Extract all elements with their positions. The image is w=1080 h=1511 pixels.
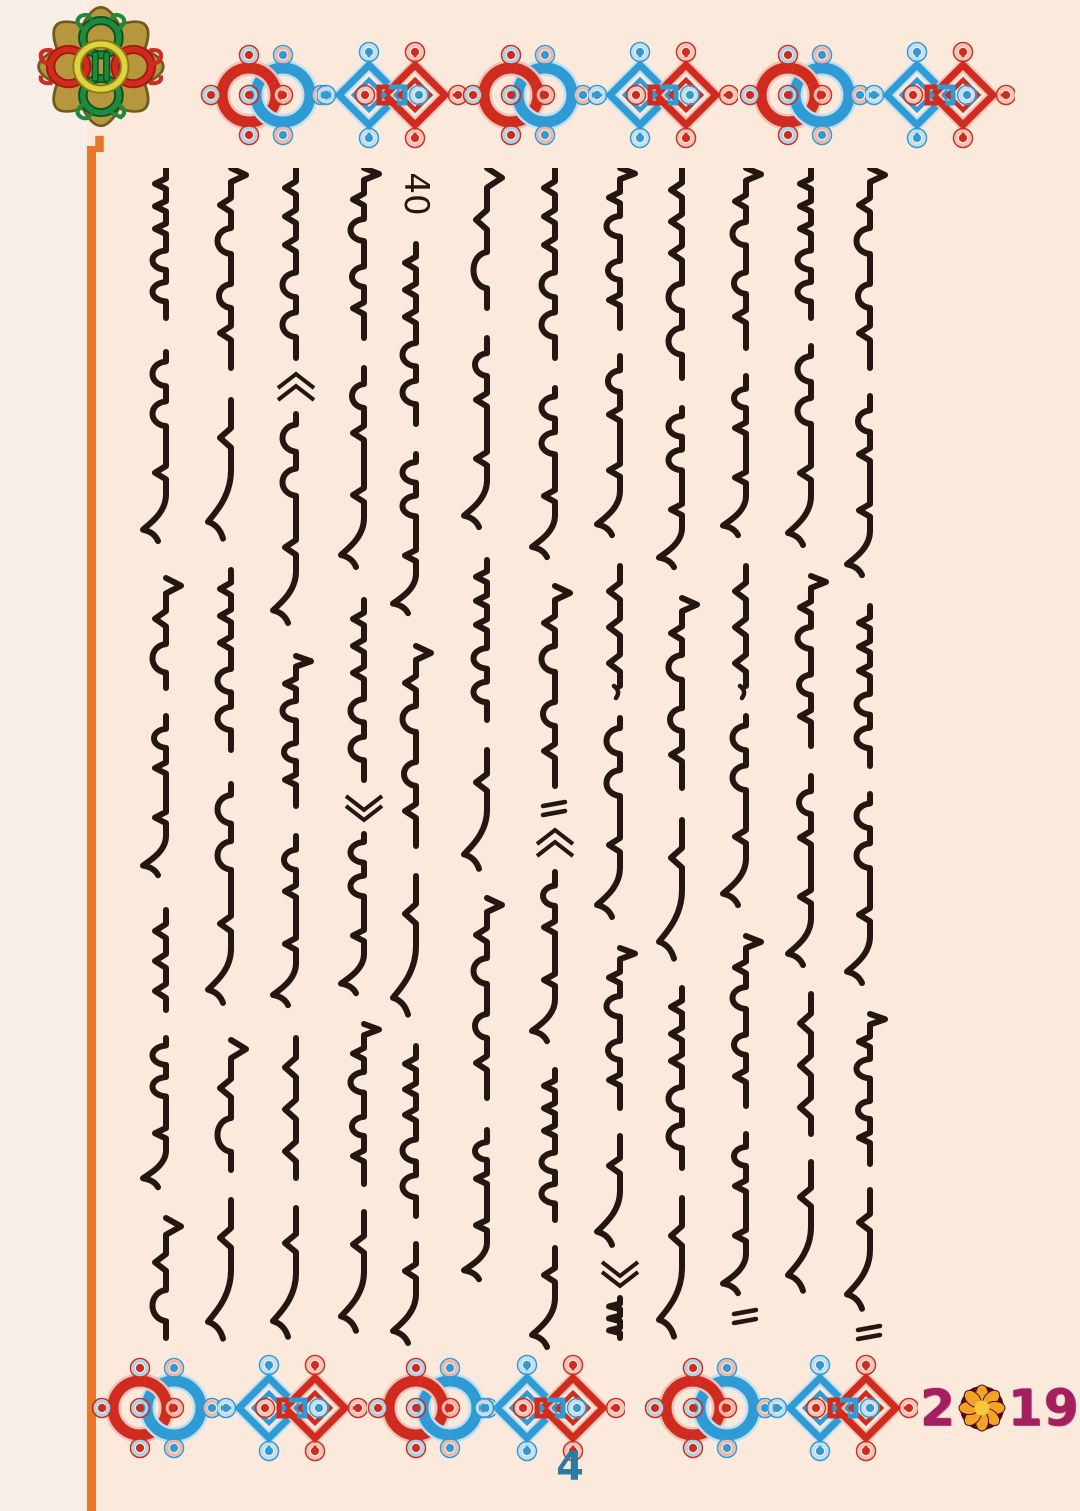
page-number: 4 bbox=[556, 1444, 584, 1490]
double-dot-punctuation bbox=[543, 802, 565, 815]
mongolian-text-column bbox=[529, 168, 581, 1354]
quote-open-mark bbox=[278, 374, 314, 400]
flower-icon bbox=[958, 1384, 1006, 1432]
mongolian-text-column bbox=[390, 168, 442, 1350]
flower-zero-icon bbox=[958, 1384, 1006, 1432]
double-dot-punctuation bbox=[858, 1326, 880, 1339]
quote-close-mark bbox=[346, 796, 382, 820]
diamonds-knot-ornament bbox=[768, 1353, 918, 1467]
quote-close-mark bbox=[602, 1262, 638, 1286]
year-label bbox=[920, 1378, 1080, 1438]
interlocked-diamonds-ornament bbox=[768, 1353, 918, 1463]
diamonds-knot-ornament bbox=[217, 1353, 367, 1467]
mongolian-text-column bbox=[461, 168, 513, 1286]
mongolian-text-column bbox=[720, 168, 772, 1330]
mongolian-text-column bbox=[844, 168, 896, 1346]
interlocked-rings-ornament bbox=[635, 1348, 785, 1468]
double-dot-punctuation bbox=[734, 1310, 756, 1323]
inline-number: 40 bbox=[396, 172, 436, 216]
mongolian-text-column bbox=[140, 168, 192, 1344]
mongolian-text-column bbox=[785, 168, 837, 1298]
mongolian-text-column bbox=[594, 168, 646, 1344]
interlocked-rings-ornament bbox=[82, 1348, 232, 1468]
comma-punctuation bbox=[614, 686, 618, 698]
mongolian-text-column bbox=[338, 168, 390, 1338]
mongolian-text-column bbox=[270, 168, 322, 1344]
mongolian-text-column bbox=[656, 168, 708, 1344]
mongolian-text-column bbox=[205, 168, 257, 1346]
comma-punctuation bbox=[740, 686, 744, 698]
rings-knot-ornament bbox=[82, 1348, 232, 1472]
quote-open-mark bbox=[537, 830, 573, 856]
interlocked-diamonds-ornament bbox=[217, 1353, 367, 1463]
rings-knot-ornament bbox=[635, 1348, 785, 1472]
year-suffix: 19 bbox=[1007, 1379, 1080, 1437]
year-prefix: 2 bbox=[920, 1379, 956, 1437]
